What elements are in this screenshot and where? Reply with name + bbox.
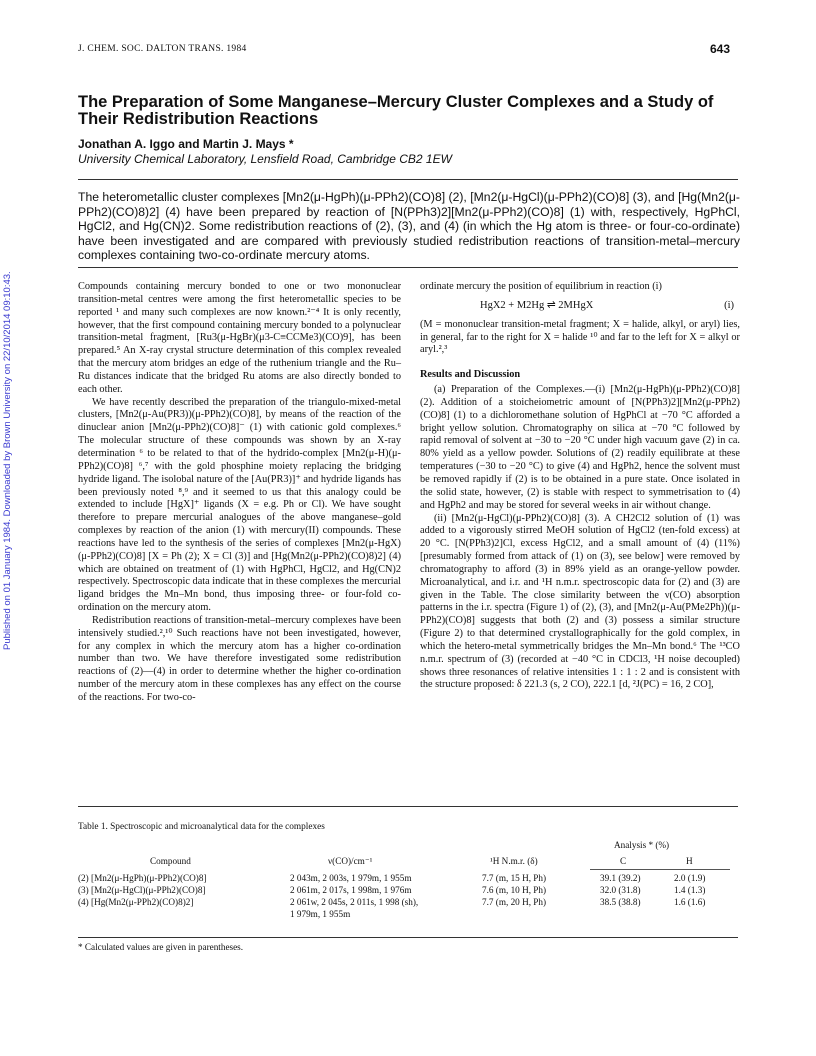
article-title: The Preparation of Some Manganese–Mercury Cluster Complexes and a Study of Their Redistribution Reactions [78, 93, 714, 128]
table-cell: 1.4 (1.3) [674, 885, 706, 895]
table-bottom-rule [78, 937, 738, 938]
table-cell: (4) [Hg(Mn2(μ-PPh2)(CO)8)2] [78, 897, 194, 907]
table-caption: Table 1. Spectroscopic and microanalytical data for the complexes [78, 822, 325, 832]
table-cell: 32.0 (31.8) [600, 885, 641, 895]
column-header: H [686, 856, 693, 866]
abstract: The heterometallic cluster complexes [Mn2(μ-HgPh)(μ-PPh2)(CO)8] (2), [Mn2(μ-HgCl)(μ-PPh2)(CO)8] (3), and [Hg(Mn2(μ-PPh2)(CO)8)2] (4) have been prepared by reaction of [N(PPh3)2][Mn2(μ-PPh2)(CO)8] (1) with, respectively, HgPhCl, HgCl2, and Hg(CN)2. Some redistribution reactions of (2), (3), and (4) (in which the Hg atom is three- or four-co-ordinate) have been investigated and are compared with previously studied redistribution reactions of transition-metal–mercury complexes containing two-co-ordinate mercury atoms. [78, 190, 740, 263]
table-cell: 2 061w, 2 045s, 2 011s, 1 998 (sh), [290, 897, 419, 907]
paragraph: We have recently described the preparation of the triangulo-mixed-metal clusters, [Mn2(μ-Au(PR3))(μ-PPh2)(CO)8], by means of the reaction of the dinuclear anion [Mn2(μ-PPh2)(CO)8]⁻ (1) with cationic gold complexes.⁶ The molecular structure of these compounds was shown by an X-ray determination ⁶ to be related to that of the hydrido-complex [Mn2(μ-H)(μ-PPh2)(CO)8] ⁶,⁷ with the gold phosphine moiety replacing the bridging hydride ligand. The isolobal nature of the [Au(PR3)]⁺ and hydride ligands has been previously noted ⁸,⁹ and it seemed to us that this analogy could be extended to include [HgX]⁺ ligands (X = e.g. Ph or Cl). We have sought therefore to prepare mercurial analogues of the above manganese–gold complexes by reaction of the anion (1) with mercury(II) compounds. These reactions have led to the synthesis of the series of complexes [Mn2(μ-HgX)(μ-PPh2)(CO)8] [X = Ph (2); X = Cl (3)] and [Hg(Mn2(μ-PPh2)(CO)8)2] (4) which are obtained on treatment of (1) with HgPhCl, HgCl2, and Hg(CN)2 respectively. Spectroscopic data indicate that in these complexes the mercurial ligand bridges the Mn–Mn bond, thus imposing three- or four-fold co-ordination on the mercury atom. [78, 396, 401, 614]
table-cell: (3) [Mn2(μ-HgCl)(μ-PPh2)(CO)8] [78, 885, 206, 895]
table-cell: 7.7 (m, 15 H, Ph) [482, 873, 547, 883]
paragraph: Compounds containing mercury bonded to one or two mononuclear transition-metal centres were among the first heterometallic species to be reported ¹ and many such complexes are now known.²⁻⁴ It is only recently, however, that the first compound containing mercury bonded to a polynuclear transition-metal fragment, [Ru3(μ-HgBr)(μ3-C≡CCMe3)(CO)9], has been prepared.⁵ An X-ray crystal structure determination of this complex revealed that the mercury atom bridges an edge of the ruthenium triangle and the Ru–Ru distances indicate that the bridged Ru atoms are also directly bonded to each other. [78, 281, 401, 395]
equation-label: (i) [724, 299, 734, 311]
paragraph: (a) Preparation of the Complexes.—(i) [Mn2(μ-HgPh)(μ-PPh2)(CO)8] (2). Addition of a stoicheiometric amount of [N(PPh3)2][Mn2(μ-PPh2)(CO)8] (1) to a dichloromethane solution of HgPhCl at −70 °C afforded a bright yellow solution. Chromatography on silica at −70 °C followed by rapid removal of solvent at −30 to −20 °C under high vacuum gave (2) in ca. 80% yield as a yellow powder. Solutions of (2) readily equilibrate at these temperatures (−30 to −20 °C) to give (4) and HgPh2, hence the solvent must be removed rapidly if (2) is to be obtained in a pure state. Once isolated in the solid state, however, (2) is stable with respect to symmetrisation to (4) and HgPh2 and may be stored for several weeks in air without change. [420, 384, 740, 511]
column-header: ν(CO)/cm⁻¹ [328, 856, 373, 866]
running-header: J. CHEM. SOC. DALTON TRANS. 1984 [78, 44, 247, 54]
abstract-top-rule [78, 179, 738, 180]
table-cell: 2 061m, 2 017s, 1 998m, 1 976m [290, 885, 412, 895]
paragraph: (ii) [Mn2(μ-HgCl)(μ-PPh2)(CO)8] (3). A CH2Cl2 solution of (1) was added to a vigorously stirred MeOH solution of HgCl2 (ten-fold excess) at 20 °C. [N(PPh3)2]Cl, excess HgCl2, and a small amount of (4) (11%) [presumably formed from attack of (1) on (3), see below] were removed by chromatography to afford (3) in 89% yield as an orange-yellow powder. Microanalytical, and i.r. and ¹H n.m.r. spectroscopic data for (2) and (3) are given in the Table. The close similarity between the ν(CO) absorption patterns in the i.r. spectra (Figure 1) of (2), (3), and [Mn2(μ-Au(PMe2Ph))(μ-PPh2)(CO)8] suggests that both (2) and (3) possess a similar structure (Figure 2) to that determined crystallographically for the gold complex, in which the hetero-metal symmetrically bridges the Mn–Mn bond.⁶ The ¹³CO n.m.r. spectrum of (3) (recorded at −40 °C in CDCl3, ¹H noise decoupled) shows three resonances of relative intensities 1 : 1 : 2 and is consistent with the structure proposed: δ 221.3 (s, 2 CO), 222.1 [d, ²J(PC) = 16, 2 CO], [420, 512, 740, 691]
column-header: ¹H N.m.r. (δ) [490, 856, 538, 866]
column-header: C [620, 856, 627, 866]
analysis-rule [590, 869, 730, 870]
abstract-bottom-rule [78, 267, 738, 268]
equation [420, 300, 740, 313]
page-number: 643 [710, 42, 731, 56]
paragraph: ordinate mercury the position of equilibrium in reaction (i) [420, 281, 662, 292]
table-cell: 38.5 (38.8) [600, 897, 641, 907]
table-cell: (2) [Mn2(μ-HgPh)(μ-PPh2)(CO)8] [78, 873, 207, 883]
table-top-rule [78, 806, 738, 807]
table-cell: 1 979m, 1 955m [290, 909, 351, 919]
analysis-header: Analysis * (%) [614, 840, 670, 850]
data-table [78, 840, 740, 940]
left-column [78, 281, 401, 705]
download-watermark-text: Published on 01 January 1984. Downloaded by Brown University on 22/10/2014 09:10:43. [2, 271, 13, 650]
paragraph: (M = mononuclear transition-metal fragment; X = halide, alkyl, or aryl) lies, in general, far to the right for X = halide ¹⁰ and far to the left for X = alkyl or aryl.²,³ [420, 318, 740, 356]
table-cell: 1.6 (1.6) [674, 897, 706, 907]
table-cell: 7.6 (m, 10 H, Ph) [482, 885, 547, 895]
right-column [420, 281, 740, 692]
table-cell: 7.7 (m, 20 H, Ph) [482, 897, 547, 907]
paragraph: Redistribution reactions of transition-metal–mercury complexes have been intensively studied.²,¹⁰ Such reactions have not been investigated, however, for any complex in which the mercury atom has a higher co-ordination number than two. We have therefore investigated some redistribution reactions of (2)—(4) in order to determine whether the higher co-ordination number of the mercury atom in these complexes has any effect on the course of the reactions. For two-co- [78, 614, 401, 703]
table-cell: 39.1 (39.2) [600, 873, 641, 883]
equation-body: HgX2 + M2Hg ⇌ 2MHgX [480, 299, 594, 311]
authors: Jonathan A. Iggo and Martin J. Mays * [78, 137, 294, 151]
column-header: Compound [150, 856, 191, 866]
affiliation: University Chemical Laboratory, Lensfield Road, Cambridge CB2 1EW [78, 152, 452, 166]
table-footnote: * Calculated values are given in parentheses. [78, 942, 244, 952]
download-watermark [2, 240, 16, 650]
section-heading: Results and Discussion [420, 369, 521, 381]
table-cell: 2.0 (1.9) [674, 873, 706, 883]
table-cell: 2 043m, 2 003s, 1 979m, 1 955m [290, 873, 412, 883]
